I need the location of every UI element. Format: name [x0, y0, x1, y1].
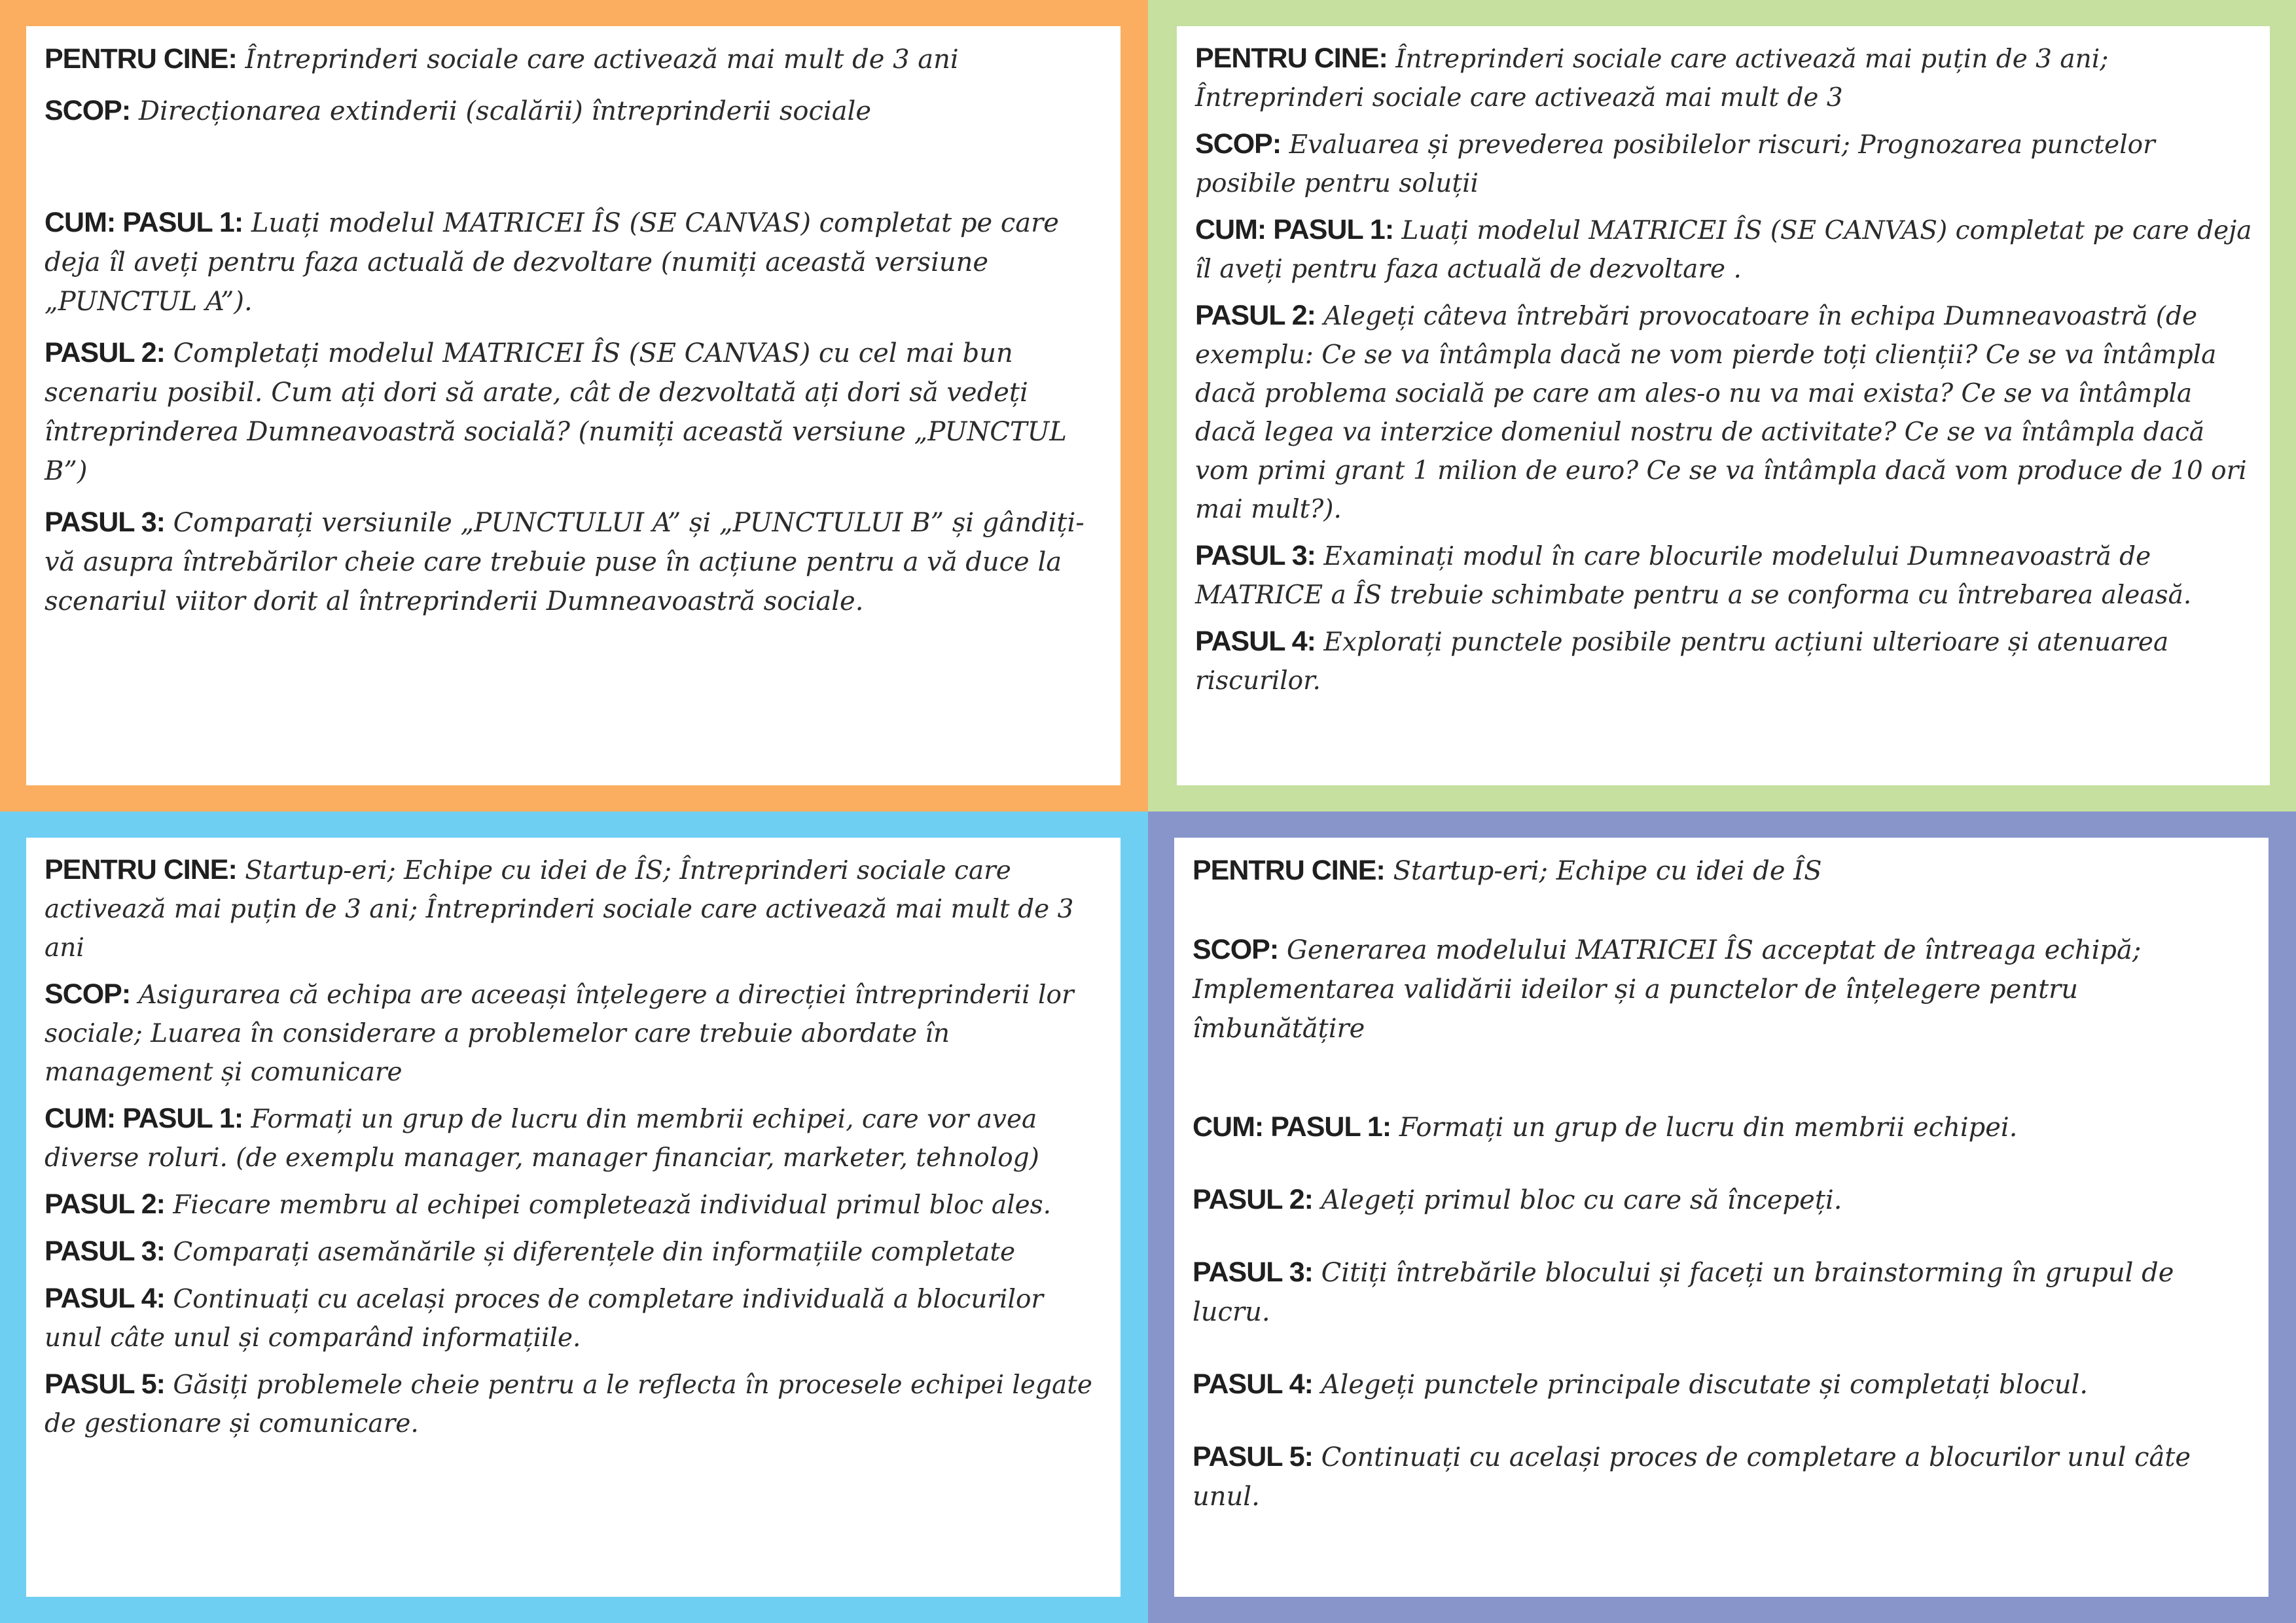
- section-text: Asigurarea că echipa are aceeași înțelegere a direcției întreprinderii lor sociale; Luarea în considerare a problemelor care trebuie abordate în management și comunicare: [45, 980, 1074, 1087]
- section-step-1: [1193, 1107, 2251, 1147]
- section-step-2: [45, 1185, 1103, 1224]
- section-label: PASUL 3:: [45, 507, 165, 538]
- section-step-3: [45, 1232, 1103, 1272]
- section-step-5: [1193, 1437, 2251, 1516]
- section-text: Explorați punctele posibile pentru acțiuni ulterioare și atenuarea riscurilor.: [1195, 628, 2169, 696]
- section-text: Găsiți problemele cheie pentru a le reflecta în procesele echipei legate de gestionare și comunicare.: [45, 1370, 1092, 1438]
- section-step-4: [1195, 622, 2257, 700]
- section-step-2: [45, 333, 1103, 491]
- section-target-audience: [45, 851, 1103, 967]
- section-label: CUM: PASUL 1:: [1193, 1111, 1391, 1143]
- section-text: Direcționarea extinderii (scalării) întreprinderii sociale: [130, 96, 872, 126]
- section-text: Examinați modul în care blocurile modelului Dumneavoastră de MATRICE a ÎS trebuie schimbate pentru a se conforma cu întrebarea aleasă.: [1195, 542, 2192, 610]
- section-label: PENTRU CINE:: [45, 43, 237, 75]
- section-label: SCOP:: [45, 95, 131, 126]
- section-target-audience: [45, 39, 1103, 79]
- section-text: Startup-eri; Echipe cu idei de ÎS; Întreprinderi sociale care activează mai puțin de 3 ani; Întreprinderi sociale care activează mai mult de 3 ani: [45, 856, 1074, 963]
- section-step-1: [45, 203, 1103, 321]
- section-label: PENTRU CINE:: [1193, 855, 1385, 886]
- section-label: PASUL 3:: [1195, 540, 1316, 571]
- section-label: PENTRU CINE:: [45, 854, 237, 885]
- section-step-5: [45, 1365, 1103, 1443]
- section-label: PASUL 2:: [45, 1188, 165, 1220]
- section-label: PASUL 4:: [1193, 1368, 1313, 1400]
- section-text: Completați modelul MATRICEI ÎS (SE CANVAS) cu cel mai bun scenariu posibil. Cum ați dori să arate, cât de dezvoltată ați dori să vedeți întreprinderea Dumneavoastră socială? (numiți această versiune „PUNCTUL B”): [45, 338, 1067, 486]
- section-text: Întreprinderi sociale care activează mai puțin de 3 ani; Întreprinderi sociale care activează mai mult de 3: [1195, 45, 2109, 113]
- section-text: Întreprinderi sociale care activează mai mult de 3 ani: [236, 45, 959, 75]
- section-step-4: [45, 1279, 1103, 1357]
- section-label: CUM: PASUL 1:: [1195, 214, 1394, 245]
- card-team-alignment: [26, 838, 1121, 1597]
- section-label: CUM: PASUL 1:: [45, 1103, 243, 1134]
- section-label: PASUL 5:: [1193, 1441, 1313, 1472]
- section-text: Luați modelul MATRICEI ÎS (SE CANVAS) completat pe care deja îl aveți pentru faza actuală de dezvoltare (numiți această versiune „PUNCTUL A”).: [45, 208, 1059, 317]
- section-purpose: [45, 91, 1103, 131]
- section-purpose: [1193, 930, 2251, 1048]
- section-step-1: [1195, 211, 2257, 289]
- section-text: Comparați versiunile „PUNCTULUI A” și „PUNCTULUI B” și gândiți-vă asupra întrebărilor cheie care trebuie puse în acțiune pentru a vă duce la scenariul viitor dorit al întreprinderii Dumneavoastră sociale.: [45, 508, 1085, 616]
- card-scaling: [26, 26, 1121, 785]
- section-step-4: [1193, 1364, 2251, 1404]
- section-text: Alegeți câteva întrebări provocatoare în echipa Dumneavoastră (de exemplu: Ce se va întâmpla dacă ne vom pierde toți clienții? Ce se va întâmpla dacă problema socială pe care am ales-o nu va mai exista? Ce se va întâmpla dacă legea va interzice domeniul nostru de activitate? Ce se va întâmpla dacă vom primi grant 1 milion de euro? Ce se va întâmpla dacă vom produce de 10 ori mai mult?).: [1195, 302, 2247, 524]
- section-text: Fiecare membru al echipei completează individual primul bloc ales.: [164, 1190, 1052, 1220]
- section-label: PASUL 4:: [45, 1283, 165, 1314]
- section-label: PASUL 3:: [45, 1236, 165, 1267]
- section-purpose: [45, 975, 1103, 1092]
- section-label: SCOP:: [1193, 934, 1279, 965]
- section-step-2: [1195, 296, 2257, 529]
- section-step-1: [45, 1099, 1103, 1177]
- section-text: Startup-eri; Echipe cu idei de ÎS: [1384, 856, 1822, 886]
- section-text: Alegeți primul bloc cu care să începeți.: [1312, 1185, 1842, 1215]
- section-label: PASUL 2:: [1193, 1184, 1313, 1215]
- section-purpose: [1195, 125, 2257, 203]
- quadrant-top-left: [0, 0, 1148, 812]
- section-text: Formați un grup de lucru din membrii echipei.: [1391, 1113, 2018, 1143]
- section-text: Comparați asemănările și diferențele din informațiile completate: [164, 1238, 1016, 1267]
- section-label: PASUL 2:: [1195, 300, 1316, 331]
- section-label: SCOP:: [1195, 128, 1282, 160]
- section-target-audience: [1193, 851, 2251, 891]
- section-text: Alegeți punctele principale discutate și completați blocul.: [1312, 1370, 2089, 1400]
- section-label: PASUL 4:: [1195, 626, 1316, 657]
- section-text: Continuați cu același proces de completare individuală a blocurilor unul câte unul și comparând informațiile.: [45, 1285, 1044, 1353]
- card-risk-assessment: [1177, 26, 2270, 785]
- section-label: SCOP:: [45, 978, 131, 1010]
- section-label: PASUL 5:: [45, 1368, 165, 1400]
- quadrant-bottom-left: [0, 812, 1148, 1623]
- section-text: Generarea modelului MATRICEI ÎS acceptat de întreaga echipă; Implementarea validării ideilor și a punctelor de înțelegere pentru îmbunătățire: [1193, 935, 2142, 1044]
- section-step-3: [1195, 537, 2257, 615]
- section-label: PENTRU CINE:: [1195, 43, 1388, 74]
- section-text: Formați un grup de lucru din membrii echipei, care vor avea diverse roluri. (de exemplu manager, manager financiar, marketer, tehnolog): [45, 1105, 1039, 1173]
- section-step-3: [45, 503, 1103, 621]
- section-label: PASUL 3:: [1193, 1257, 1313, 1288]
- section-label: PASUL 2:: [45, 337, 165, 368]
- section-text: Evaluarea și prevederea posibilelor riscuri; Prognozarea punctelor posibile pentru soluții: [1195, 130, 2155, 198]
- quadrant-bottom-right: [1148, 812, 2296, 1623]
- card-model-generation: [1174, 838, 2269, 1597]
- section-text: Citiți întrebările blocului și faceți un brainstorming în grupul de lucru.: [1193, 1258, 2174, 1327]
- section-target-audience: [1195, 39, 2257, 117]
- quadrant-top-right: [1148, 0, 2296, 812]
- section-label: CUM: PASUL 1:: [45, 207, 243, 238]
- section-step-2: [1193, 1180, 2251, 1220]
- section-text: Continuați cu același proces de completare a blocurilor unul câte unul.: [1193, 1442, 2191, 1512]
- section-step-3: [1193, 1253, 2251, 1332]
- section-text: Luați modelul MATRICEI ÎS (SE CANVAS) completat pe care deja îl aveți pentru faza actuală de dezvoltare .: [1195, 216, 2252, 284]
